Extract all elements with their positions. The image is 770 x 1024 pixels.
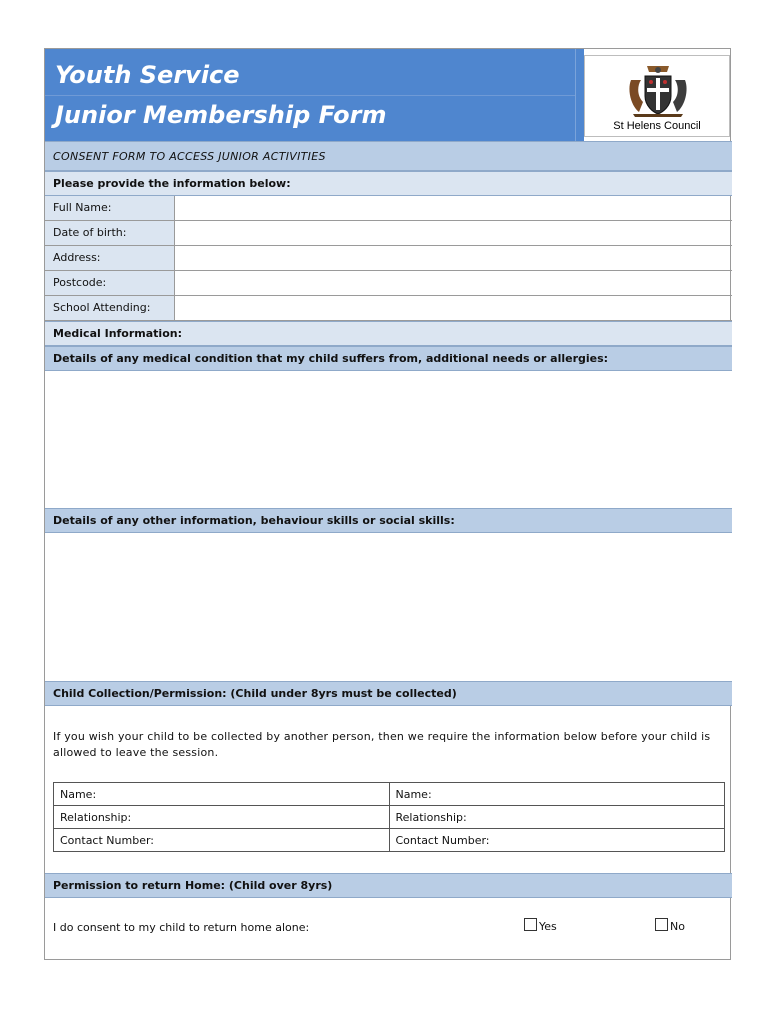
return-home-heading: Permission to return Home: (Child over 8yrs)	[45, 873, 732, 898]
no-option[interactable]	[655, 918, 685, 933]
other-info-label: Details of any other information, behaviour skills or social skills:	[45, 508, 732, 533]
dob-label: Date of birth:	[45, 221, 175, 245]
consent-heading: CONSENT FORM TO ACCESS JUNIOR ACTIVITIES	[45, 141, 732, 171]
medical-conditions-field[interactable]	[45, 371, 732, 508]
council-crest-icon	[625, 62, 691, 118]
person2-contact-field[interactable]: Contact Number:	[389, 829, 725, 852]
other-info-field[interactable]	[45, 533, 732, 681]
collection-heading: Child Collection/Permission: (Child under 8yrs must be collected)	[45, 681, 732, 706]
yes-checkbox[interactable]	[524, 918, 537, 931]
person1-relationship-field[interactable]: Relationship:	[54, 806, 390, 829]
collection-table	[53, 782, 725, 852]
no-label: No	[670, 920, 685, 933]
address-label: Address:	[45, 246, 175, 270]
form-title-line2: Junior Membership Form	[55, 101, 387, 129]
no-checkbox[interactable]	[655, 918, 668, 931]
council-logo-text: St Helens Council	[613, 120, 701, 132]
person1-contact-field[interactable]: Contact Number:	[54, 829, 390, 852]
council-logo	[584, 55, 730, 137]
info-heading: Please provide the information below:	[45, 171, 732, 196]
yes-label: Yes	[539, 920, 557, 933]
collection-instructions: If you wish your child to be collected by another person, then we require the information below before your child is allowed to leave the session.	[53, 730, 711, 759]
dob-field[interactable]	[176, 221, 732, 245]
address-field[interactable]	[176, 246, 732, 270]
yes-option[interactable]	[524, 918, 557, 933]
postcode-label: Postcode:	[45, 271, 175, 295]
membership-form	[44, 48, 731, 960]
person2-name-field[interactable]: Name:	[389, 783, 725, 806]
return-home-statement: I do consent to my child to return home alone:	[53, 921, 310, 934]
form-header	[45, 49, 732, 141]
postcode-field[interactable]	[176, 271, 732, 295]
school-field[interactable]	[176, 296, 732, 320]
medical-conditions-label: Details of any medical condition that my child suffers from, additional needs or allergies:	[45, 346, 732, 371]
full-name-field[interactable]	[176, 196, 732, 220]
dob-row	[45, 221, 732, 246]
person1-name-field[interactable]: Name:	[54, 783, 390, 806]
full-name-label: Full Name:	[45, 196, 175, 220]
school-label: School Attending:	[45, 296, 175, 320]
address-row	[45, 246, 732, 271]
medical-heading: Medical Information:	[45, 321, 732, 346]
school-row	[45, 296, 732, 321]
title-block	[45, 49, 576, 141]
full-name-row	[45, 196, 732, 221]
postcode-row	[45, 271, 732, 296]
person2-relationship-field[interactable]: Relationship:	[389, 806, 725, 829]
form-title-line1: Youth Service	[55, 61, 240, 89]
